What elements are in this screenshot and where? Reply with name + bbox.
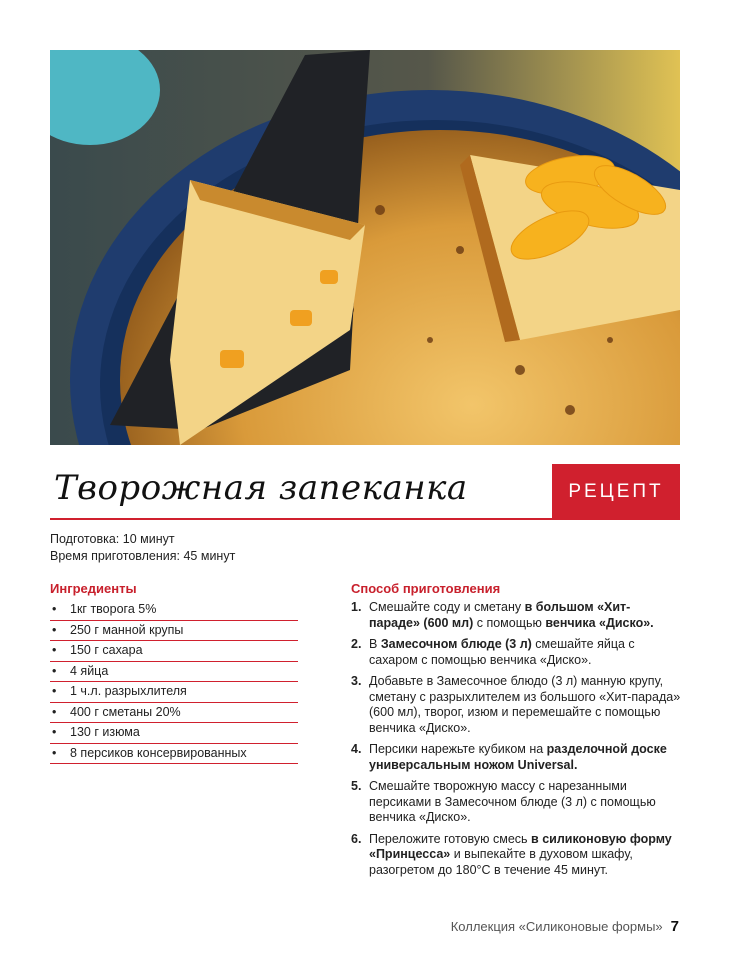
step-text-bold: разделочной доске универсальным ножом Universal. <box>369 742 667 772</box>
ingredient-item <box>50 703 298 724</box>
step-text: В <box>369 637 381 651</box>
ingredients-list <box>50 600 298 764</box>
bullet: • <box>52 663 57 678</box>
method-steps <box>351 600 681 884</box>
step-text: Смешайте творожную массу с нарезанными персиками в Замесочном блюде (3 л) с помощью венчика «Диско». <box>369 779 656 824</box>
step-text: и выпекайте в духовом шкафу, разогретом до 180°С в течение 45 минут. <box>369 847 633 877</box>
recipe-badge: РЕЦЕПТ <box>552 464 680 520</box>
ingredient-text: 1кг творога 5% <box>70 602 157 616</box>
step-number: 6. <box>351 831 362 846</box>
step-number: 3. <box>351 674 362 688</box>
casserole-photo <box>50 50 680 445</box>
ingredient-text: 8 персиков консервированных <box>70 745 247 760</box>
ingredients-heading: Ингредиенты <box>50 581 137 596</box>
method-step <box>351 742 681 773</box>
step-number: 1. <box>351 600 362 614</box>
ingredient-item <box>50 641 298 662</box>
bullet: • <box>52 643 57 657</box>
ingredient-item <box>50 662 298 683</box>
method-step <box>351 832 681 879</box>
bullet: • <box>52 622 57 637</box>
step-number: 4. <box>351 742 362 756</box>
step-text-bold: в большом «Хит-параде» (600 мл) <box>369 600 631 630</box>
casserole-illustration <box>50 50 680 445</box>
step-text-bold: в силиконовую форму «Принцесса» <box>369 831 672 861</box>
ingredient-item <box>50 723 298 744</box>
step-text: Добавьте в Замесочное блюдо (3 л) манную крупу, сметану с разрыхлителем из большого «Хит-парада» (600 мл), творог, изюм и перемешайте с помощью венчика «Диско». <box>369 674 681 735</box>
title-row <box>50 464 680 520</box>
bullet: • <box>52 745 57 760</box>
step-text: Персики нарежьте кубиком на <box>369 742 547 756</box>
step-text: смешайте яйца с сахаром с помощью венчика «Диско». <box>369 637 635 667</box>
step-number: 2. <box>351 637 362 651</box>
bullet: • <box>52 602 57 616</box>
time-info <box>50 531 235 565</box>
ingredient-item <box>50 621 298 642</box>
method-step <box>351 779 681 826</box>
collection-name: Коллекция «Силиконовые формы» <box>450 919 663 934</box>
ingredient-text: 250 г манной крупы <box>70 622 184 637</box>
recipe-title: Творожная запеканка <box>54 468 468 508</box>
ingredient-item <box>50 744 298 765</box>
step-text: с помощью <box>473 615 546 630</box>
ingredient-text: 400 г сметаны 20% <box>70 704 181 719</box>
bullet: • <box>52 684 57 698</box>
method-step <box>351 600 681 631</box>
method-step <box>351 637 681 668</box>
step-text-bold: венчика «Диско». <box>545 615 654 630</box>
step-text: Переложите готовую смесь <box>369 831 532 846</box>
ingredient-text: 4 яйца <box>70 663 109 678</box>
ingredient-item <box>50 600 298 621</box>
method-heading: Способ приготовления <box>351 581 501 596</box>
method-step <box>351 674 681 736</box>
ingredient-text: 130 г изюма <box>70 725 140 739</box>
cook-time: Время приготовления: 45 минут <box>50 549 236 563</box>
step-number: 5. <box>351 779 362 793</box>
page-footer <box>451 918 679 935</box>
bullet: • <box>52 725 57 739</box>
prep-time: Подготовка: 10 минут <box>50 532 175 546</box>
ingredient-text: 1 ч.л. разрыхлителя <box>70 684 187 698</box>
title-divider <box>50 518 680 520</box>
step-text-bold: Замесочном блюде (3 л) <box>380 637 532 651</box>
page-number: 7 <box>670 918 679 935</box>
ingredient-item <box>50 682 298 703</box>
ingredient-text: 150 г сахара <box>70 643 143 657</box>
step-text: Смешайте соду и сметану <box>369 600 525 614</box>
bullet: • <box>52 704 57 719</box>
